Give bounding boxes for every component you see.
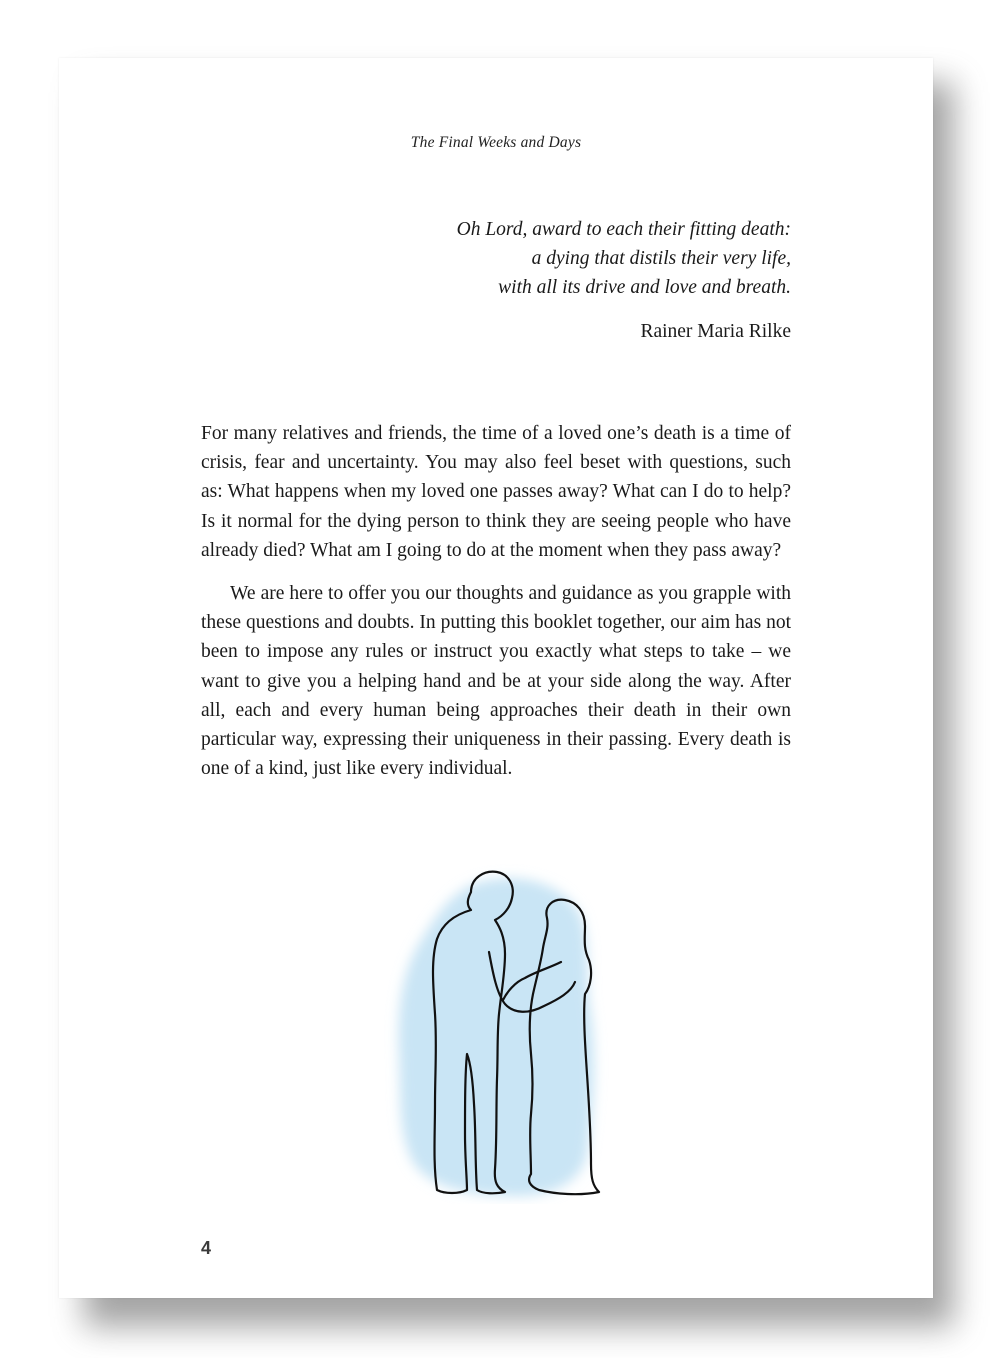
epigraph-line: Oh Lord, award to each their fitting death: [456,219,791,240]
body-paragraph: We are here to offer you our thoughts and guidance as you grapple with these questions and doubts. In putting this booklet together, our aim has not been to impose any rules or instruct you exactly what steps to take – we want to give you a helping hand and be at your side along the way. After all, each and every human being approaches their death in their own particular way, expressing their uniqueness in their passing. Every death is one of a kind, just like every individual. [201,583,791,780]
epigraph-attribution: Rainer Maria Rilke [640,321,791,342]
two-people-embracing-illustration [379,864,619,1204]
book-page [59,58,933,1298]
page-number: 4 [201,1238,212,1258]
epigraph [331,215,791,346]
running-head: The Final Weeks and Days [410,134,582,151]
epigraph-line: a dying that distils their very life, [531,248,791,269]
epigraph-line: with all its drive and love and breath. [498,277,791,298]
body-text [201,419,791,797]
body-paragraph: For many relatives and friends, the time of a loved one’s death is a time of crisis, fear and uncertainty. You may also feel beset with questions, such as: What happens when my loved one passes away? What can I do to help? Is it normal for the dying person to think they are seeing people who have already died? What am I going to do at the moment when they pass away? [201,423,791,561]
